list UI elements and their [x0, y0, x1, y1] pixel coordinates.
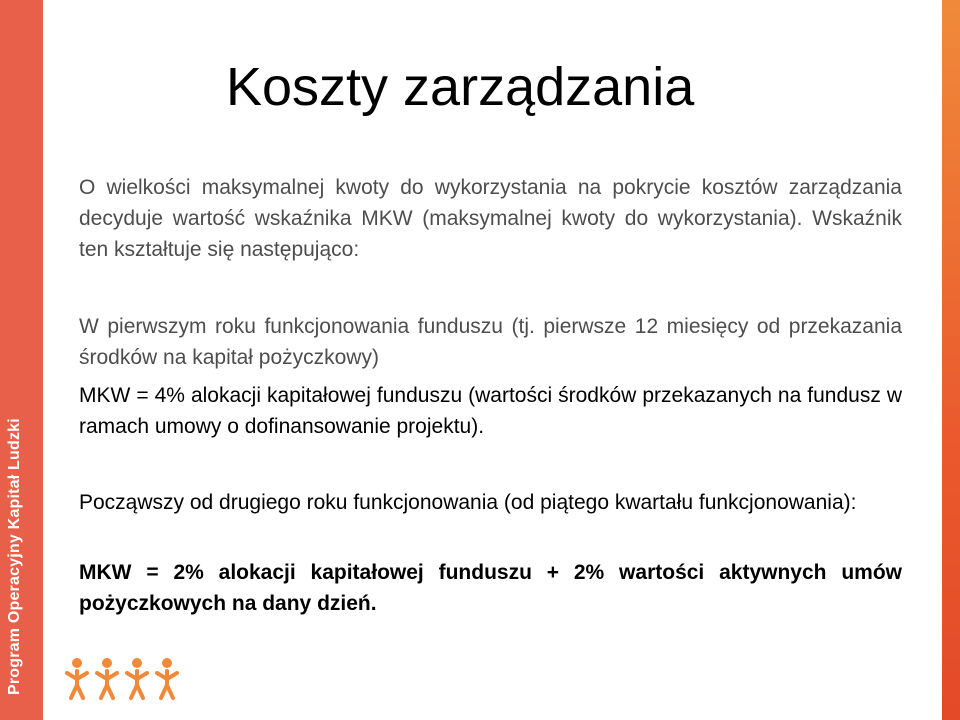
second-year-formula: MKW = 2% alokacji kapitałowej funduszu + 2% wartości aktywnych umów pożyczkowych na dany dzień. [79, 561, 902, 615]
left-sidebar-band [0, 0, 43, 720]
first-year-formula: MKW = 4% alokacji kapitałowej funduszu (wartości środków przekazanych na fundusz w ramach umowy o dofinansowanie projektu). [79, 384, 902, 438]
people-figures-logo-icon [63, 655, 183, 701]
slide-title: Koszty zarządzania [226, 57, 695, 117]
first-year-paragraph: W pierwszym roku funkcjonowania funduszu (tj. pierwsze 12 miesięcy od przekazania środków na kapitał pożyczkowy) [79, 315, 902, 369]
intro-paragraph: O wielkości maksymalnej kwoty do wykorzystania na pokrycie kosztów zarządzania decyduje wartość wskaźnika MKW (maksymalnej kwoty do wykorzystania). Wskaźnik ten kształtuje się następująco: [79, 176, 902, 261]
program-name-vertical: Program Operacyjny Kapitał Ludzki [6, 418, 23, 695]
right-accent-band [942, 0, 960, 720]
second-year-paragraph: Począwszy od drugiego roku funkcjonowania (od piątego kwartału funkcjonowania): [79, 491, 857, 514]
